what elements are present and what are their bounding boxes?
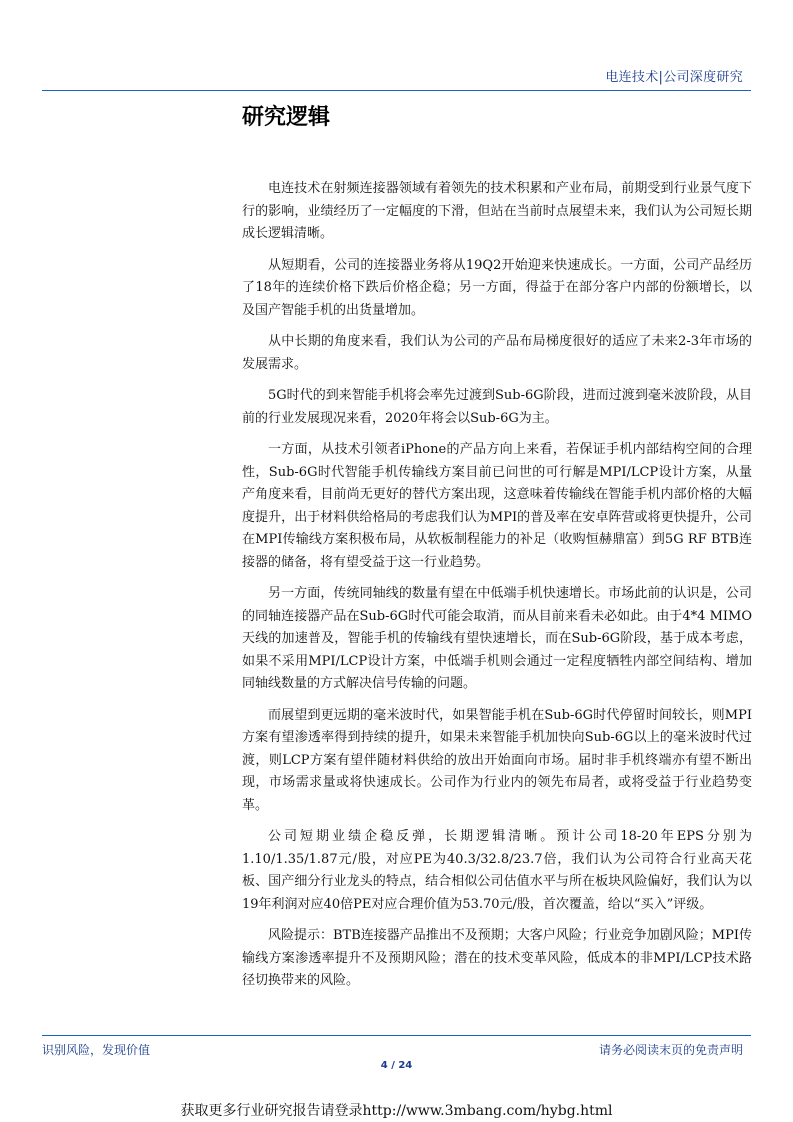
report-header-title: 电连技术|公司深度研究 — [605, 70, 743, 85]
paragraph-iphone-direction: 一方面，从技术引领者iPhone的产品方向上来看，若保证手机内部结构空间的合理性，Sub-6G时代智能手机传输线方案目前已问世的可行解是MPI/LCP设计方案，从量产角度来看，目前尚无更好的替代方案出现，这意味着传输线在智能手机内部价格的大幅度提升，出于材料供给格局的考虑我们认为MPI的普及率在安卓阵营或将更快提升，公司在MPI传输线方案积极布局，从软板制程能力的补足（收购恒赫鼎富）到5G RF BTB连接器的储备，将有望受益于这一行业趋势。 — [242, 442, 752, 570]
paragraph-short-term: 从短期看，公司的连接器业务将从19Q2开始迎来快速成长。一方面，公司产品经历了18年的连续价格下跌后价格企稳；另一方面，得益于在部分客户内部的份额增长，以及国产智能手机的出货量增加。 — [242, 257, 752, 318]
paragraph-mmwave: 而展望到更远期的毫米波时代，如果智能手机在Sub-6G时代停留时间较长，则MPI方案有望渗透率得到持续的提升，如果未来智能手机加快向Sub-6G以上的毫米波时代过渡，则LCP方案有望伴随材料供给的放出开始面向市场。届时非手机终端亦有望不断出现，市场需求量或将快速成长。公司作为行业内的领先布局者，或将受益于行业趋势变革。 — [242, 707, 752, 813]
paragraph-intro: 电连技术在射频连接器领域有着领先的技术积累和产业布局，前期受到行业景气度下行的影响，业绩经历了一定幅度的下滑，但站在当前时点展望未来，我们认为公司短长期成长逻辑清晰。 — [242, 181, 752, 241]
paragraph-coaxial: 另一方面，传统同轴线的数量有望在中低端手机快速增长。市场此前的认识是，公司的同轴连接器产品在Sub-6G时代可能会取消，而从目前来看未必如此。由于4*4 MIMO天线的加速普及，智能手机的传输线有望快速增长，而在Sub-6G阶段，基于成本考虑，如果不采用MPI/LCP设计方案，中低端手机则会通过一定程度牺牲内部空间结构、增加同轴线数量的方式解决信号传输的问题。 — [242, 586, 752, 691]
page-number: 4 / 24 — [380, 1060, 413, 1071]
paragraph-mid-long-term: 从中长期的角度来看，我们认为公司的产品布局梯度很好的适应了未来2-3年市场的发展需求。 — [242, 334, 752, 372]
header-divider — [42, 90, 751, 91]
footer-divider — [42, 1035, 751, 1036]
bottom-banner: 获取更多行业研究报告请登录http://www.3mbang.com/hybg.html — [180, 1103, 613, 1119]
paragraph-risk: 风险提示：BTB连接器产品推出不及预期；大客户风险；行业竞争加剧风险；MPI传输线方案渗透率提升不及预期风险；潜在的技术变革风险，低成本的非MPI/LCP技术路径切换带来的风险。 — [242, 928, 752, 988]
footer-slogan: 识别风险，发现价值 — [42, 1043, 151, 1057]
paragraph-5g-era: 5G时代的到来智能手机将会率先过渡到Sub-6G阶段，进而过渡到毫米波阶段，从目前的行业发展现况来看，2020年将会以Sub-6G为主。 — [242, 388, 752, 426]
paragraph-valuation: 公司短期业绩企稳反弹，长期逻辑清晰。预计公司18-20年EPS分别为1.10/1.35/1.87元/股，对应PE为40.3/32.8/23.7倍，我们认为公司符合行业高天花板、国产细分行业龙头的特点，结合相似公司估值水平与所在板块风险偏好，我们认为以19年利润对应40倍PE对应合理价值为53.70元/股，首次覆盖，给以“买入”评级。 — [242, 829, 752, 912]
footer-disclaimer-note: 请务必阅读末页的免责声明 — [598, 1043, 743, 1057]
section-title: 研究逻辑 — [242, 104, 331, 130]
body-text — [242, 178, 752, 1002]
